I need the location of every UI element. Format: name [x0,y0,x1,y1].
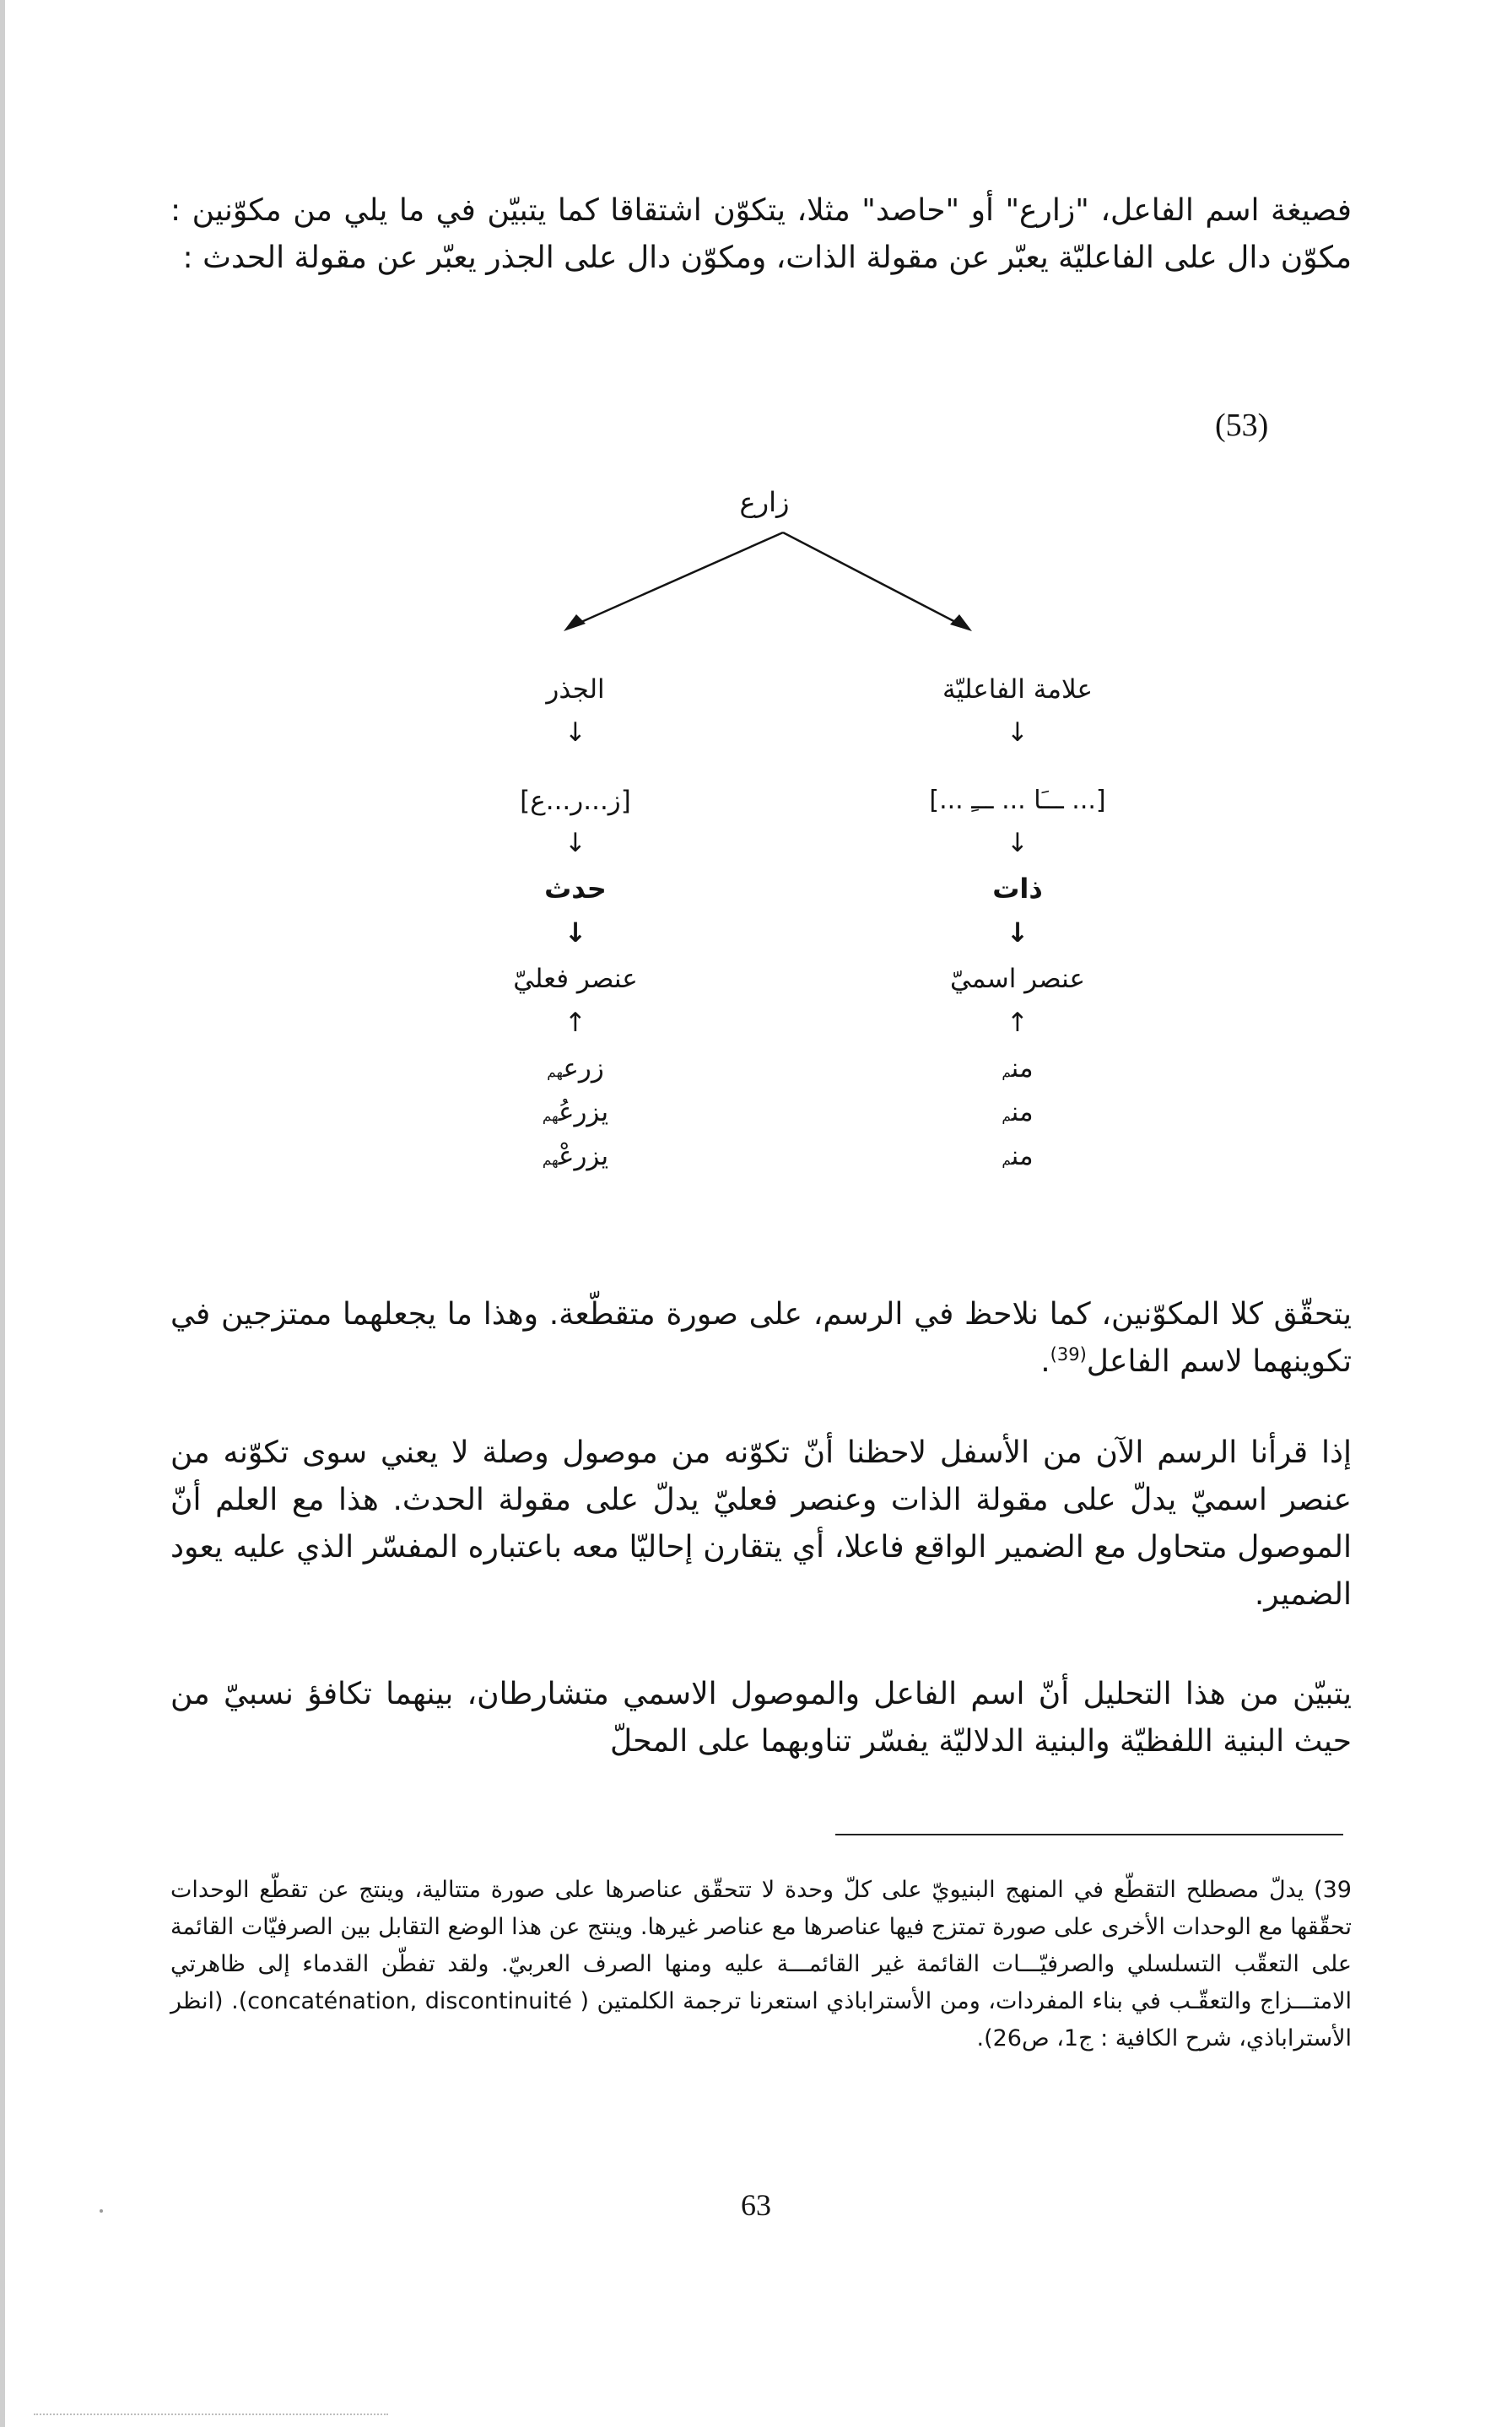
verbal-element: عنصر فعليّ [513,964,638,994]
arrow-down-icon: ↓ [564,828,586,858]
footnote-39 [170,1872,1352,2057]
arrow-down-bold-icon: ↓ [564,916,587,949]
scan-speck [100,2209,103,2213]
intro-paragraph: فصيغة اسم الفاعل، "زارع" أو "حاصد" مثلا، يتكوّن اشتقاقا كما يتبيّن في ما يلي من مكوّنين : مكوّن دال على الفاعليّة يعبّر عن مقولة الذات، ومكوّن دال على الجذر يعبّر عن مقولة الحدث : [170,193,1352,275]
relative-form: منم [1002,1141,1034,1171]
root-word-zari: زارع [739,486,790,518]
agentivity-pattern: [... ـــَا ... ـــِ ...] [929,786,1106,815]
relative-form: منم [1002,1097,1034,1127]
example-number: (53) [1215,408,1269,443]
body-paragraph-3: يتبيّن من هذا التحليل أنّ اسم الفاعل والموصول الاسمي متشارطان، بينهما تكافؤ نسبيّ من حيث البنية اللفظيّة والبنية الدلاليّة يفسّر تناوبهما على المحلّ [170,1677,1352,1759]
arrow-up-icon: ↑ [564,1008,586,1038]
footnote-separator [835,1834,1343,1835]
category-essence: ذات [992,873,1043,905]
arrow-down-icon: ↓ [1007,828,1029,858]
root-pattern: [ز...ر...ع] [520,786,631,816]
verb-form: يزرعْهم [542,1141,609,1171]
footnote-number: 39) [1314,1877,1352,1903]
page-number: 63 [741,2188,771,2222]
verb-form: زرعهم [547,1053,604,1084]
verb-form: يزرعُهم [542,1097,609,1127]
arrow-down-icon: ↓ [1007,717,1029,748]
nominal-element: عنصر اسميّ [949,964,1086,994]
relative-form: منم [1002,1053,1034,1084]
agentivity-marker-label: علامة الفاعليّة [942,674,1093,705]
scan-bottom-edge [34,2413,388,2415]
body-paragraph-2: إذا قرأنا الرسم الآن من الأسفل لاحظنا أنّ تكوّنه من موصول وصلة لا يعني سوى تكوّنه من عنصر اسميّ يدلّ على مقولة الذات وعنصر فعليّ يدلّ على مقولة الحدث. هذا مع العلم أنّ الموصول متحاول مع الضمير الواقع فاعلا، أي يتقارن إحاليّا معه باعتباره المفسّر الذي عليه يعود الضمير. [170,1435,1352,1612]
body-paragraph-1: يتحقّق كلا المكوّنين، كما نلاحظ في الرسم، على صورة متقطّعة. وهذا ما يجعلهما ممتزجين في تكوينهما لاسم الفاعل$^{(39)}$. [170,1297,1352,1379]
footnote-text: يدلّ مصطلح التقطّع في المنهج البنيويّ على كلّ وحدة لا تتحقّق عناصرها على صورة متتالية، وينتج عن تقطّع الوحدات تحقّقها مع الوحدات الأخرى على صورة تمتزج فيها عناصرها مع عناصر غيرها. وينتج عن هذا الوضع التقابل بين الصرفيّات القائمة على التعقّب التسلسلي والصرفيّـــات القائمة غير القائمـــة عليه ومنها الصرف العربيّ. ولقد تفطّن القدماء إلى ظاهرتي الامتـــزاج والتعقّـب في بناء المفردات، ومن الأستراباذي استعرنا ترجمة الكلمتين ( concaténation, discontinuité). (انظر الأستراباذي، شرح الكافية : ج1، ص26). [170,1877,1352,2051]
category-event: حدث [544,873,607,905]
arrow-down-bold-icon: ↓ [1006,916,1029,949]
arrow-up-icon: ↑ [1007,1008,1029,1038]
arrow-down-icon: ↓ [564,717,586,748]
footnote-reference: (39) [1050,1344,1087,1365]
root-label: الجذر [546,674,605,705]
